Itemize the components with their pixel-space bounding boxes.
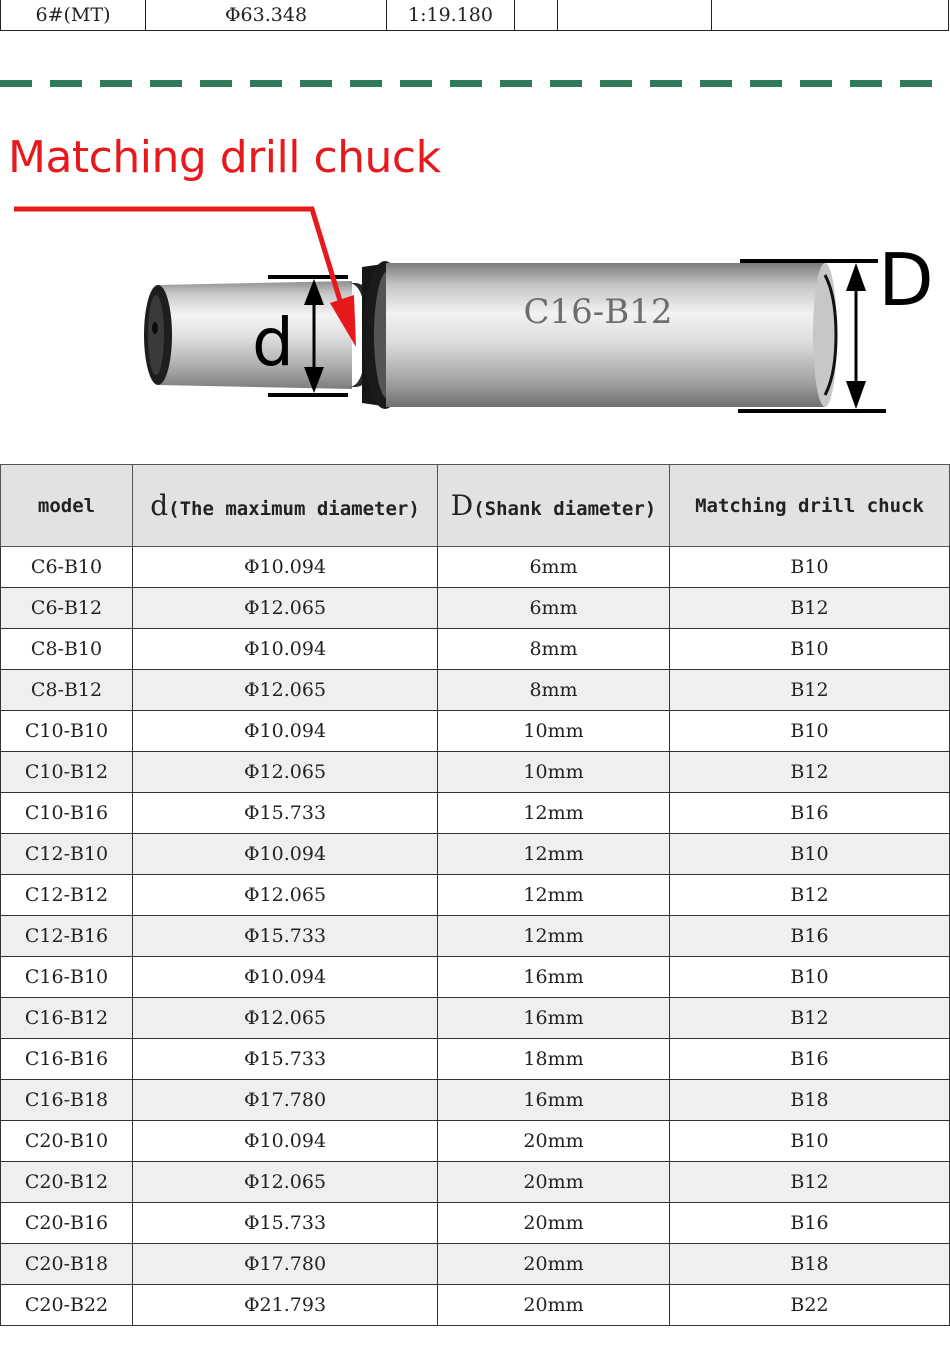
cell-shank-diameter: 10mm [438, 711, 670, 752]
cell-max-diameter: Φ10.094 [133, 1121, 438, 1162]
table-row [1, 711, 950, 752]
previous-spec-table-row [0, 0, 949, 31]
cell-model: C12-B10 [1, 834, 133, 875]
cell-shank-diameter: 20mm [438, 1162, 670, 1203]
cell-empty [712, 0, 949, 31]
section-title: Matching drill chuck [8, 132, 441, 183]
cell-matching-chuck: B16 [670, 1203, 950, 1244]
cell-max-diameter: Φ10.094 [133, 957, 438, 998]
table-row [1, 752, 950, 793]
small-diameter-label: d [252, 304, 294, 381]
cell-shank-diameter: 20mm [438, 1121, 670, 1162]
cell-diameter: Φ63.348 [146, 0, 387, 31]
cell-matching-chuck: B12 [670, 875, 950, 916]
cell-matching-chuck: B18 [670, 1080, 950, 1121]
cell-max-diameter: Φ21.793 [133, 1285, 438, 1326]
table-row [1, 629, 950, 670]
cell-shank-diameter: 12mm [438, 916, 670, 957]
cell-max-diameter: Φ10.094 [133, 834, 438, 875]
header-max-diameter: d(The maximum diameter) [133, 465, 438, 547]
cell-matching-chuck: B10 [670, 834, 950, 875]
cell-max-diameter: Φ10.094 [133, 547, 438, 588]
cell-max-diameter: Φ12.065 [133, 670, 438, 711]
cell-model: C12-B16 [1, 916, 133, 957]
cell-shank-diameter: 16mm [438, 998, 670, 1039]
cell-matching-chuck: B10 [670, 547, 950, 588]
cell-model: C16-B10 [1, 957, 133, 998]
cell-model: C12-B12 [1, 875, 133, 916]
table-row [1, 1121, 950, 1162]
cell-matching-chuck: B12 [670, 588, 950, 629]
cell-max-diameter: Φ12.065 [133, 1162, 438, 1203]
cell-shank-diameter: 12mm [438, 875, 670, 916]
large-diameter-label: D [878, 238, 934, 322]
cell-matching-chuck: B16 [670, 1039, 950, 1080]
cell-max-diameter: Φ17.780 [133, 1080, 438, 1121]
cell-shank-diameter: 8mm [438, 670, 670, 711]
cell-model: C10-B12 [1, 752, 133, 793]
cell-shank-diameter: 10mm [438, 752, 670, 793]
cell-model: C20-B10 [1, 1121, 133, 1162]
cell-matching-chuck: B12 [670, 1162, 950, 1203]
table-row [1, 1039, 950, 1080]
table-row [1, 793, 950, 834]
table-row [1, 670, 950, 711]
cell-shank-diameter: 12mm [438, 834, 670, 875]
cell-shank-diameter: 20mm [438, 1244, 670, 1285]
spec-table-body [1, 547, 950, 1326]
cell-shank-diameter: 16mm [438, 957, 670, 998]
cell-matching-chuck: B12 [670, 998, 950, 1039]
cell-max-diameter: Φ12.065 [133, 875, 438, 916]
cell-model: C8-B10 [1, 629, 133, 670]
cell-shank-diameter: 20mm [438, 1203, 670, 1244]
cell-model: C10-B16 [1, 793, 133, 834]
cell-max-diameter: Φ12.065 [133, 588, 438, 629]
cell-matching-chuck: B12 [670, 670, 950, 711]
cell-max-diameter: Φ15.733 [133, 1039, 438, 1080]
header-shank-diameter: D(Shank diameter) [438, 465, 670, 547]
table-row [1, 588, 950, 629]
cell-model: C6-B10 [1, 547, 133, 588]
cell-max-diameter: Φ17.780 [133, 1244, 438, 1285]
cell-model: C16-B18 [1, 1080, 133, 1121]
table-row [1, 916, 950, 957]
cell-model: C20-B16 [1, 1203, 133, 1244]
header-model: model [1, 465, 133, 547]
cell-model: C16-B12 [1, 998, 133, 1039]
cell-matching-chuck: B18 [670, 1244, 950, 1285]
cell-max-diameter: Φ12.065 [133, 998, 438, 1039]
cell-empty [558, 0, 712, 31]
table-row [1, 1080, 950, 1121]
table-row [1, 1203, 950, 1244]
cell-max-diameter: Φ15.733 [133, 1203, 438, 1244]
table-row [1, 1162, 950, 1203]
cell-max-diameter: Φ10.094 [133, 629, 438, 670]
table-row [1, 1244, 950, 1285]
cell-matching-chuck: B10 [670, 1121, 950, 1162]
table-row [1, 0, 949, 31]
cell-model: C20-B12 [1, 1162, 133, 1203]
spec-table [0, 464, 950, 1326]
cell-max-diameter: Φ15.733 [133, 916, 438, 957]
main-shank [386, 263, 837, 407]
cell-matching-chuck: B16 [670, 793, 950, 834]
cell-taper: 1:19.180 [387, 0, 515, 31]
table-row [1, 957, 950, 998]
cell-shank-diameter: 16mm [438, 1080, 670, 1121]
cell-model: C6-B12 [1, 588, 133, 629]
cell-model: C8-B12 [1, 670, 133, 711]
cell-matching-chuck: B10 [670, 957, 950, 998]
cell-max-diameter: Φ12.065 [133, 752, 438, 793]
cell-model: C16-B16 [1, 1039, 133, 1080]
header-matching-chuck: Matching drill chuck [670, 465, 950, 547]
cell-matching-chuck: B22 [670, 1285, 950, 1326]
cell-shank-diameter: 12mm [438, 793, 670, 834]
cell-shank-diameter: 6mm [438, 547, 670, 588]
cell-matching-chuck: B10 [670, 711, 950, 752]
cell-model: C20-B22 [1, 1285, 133, 1326]
cell-matching-chuck: B12 [670, 752, 950, 793]
table-row [1, 834, 950, 875]
cell-shank-diameter: 18mm [438, 1039, 670, 1080]
cell-max-diameter: Φ10.094 [133, 711, 438, 752]
drill-arbor-diagram [0, 195, 950, 435]
cell-shank-diameter: 6mm [438, 588, 670, 629]
cell-model: C20-B18 [1, 1244, 133, 1285]
cell-model: C10-B10 [1, 711, 133, 752]
table-row [1, 875, 950, 916]
table-row [1, 547, 950, 588]
table-row [1, 998, 950, 1039]
cell-shank-diameter: 20mm [438, 1285, 670, 1326]
cell-max-diameter: Φ15.733 [133, 793, 438, 834]
cell-model: 6#(MT) [1, 0, 146, 31]
table-header-row [1, 465, 950, 547]
cell-empty [515, 0, 558, 31]
table-row [1, 1285, 950, 1326]
cell-matching-chuck: B10 [670, 629, 950, 670]
engraving-label: C16-B12 [523, 292, 673, 332]
cell-matching-chuck: B16 [670, 916, 950, 957]
section-divider [0, 80, 950, 87]
cell-shank-diameter: 8mm [438, 629, 670, 670]
